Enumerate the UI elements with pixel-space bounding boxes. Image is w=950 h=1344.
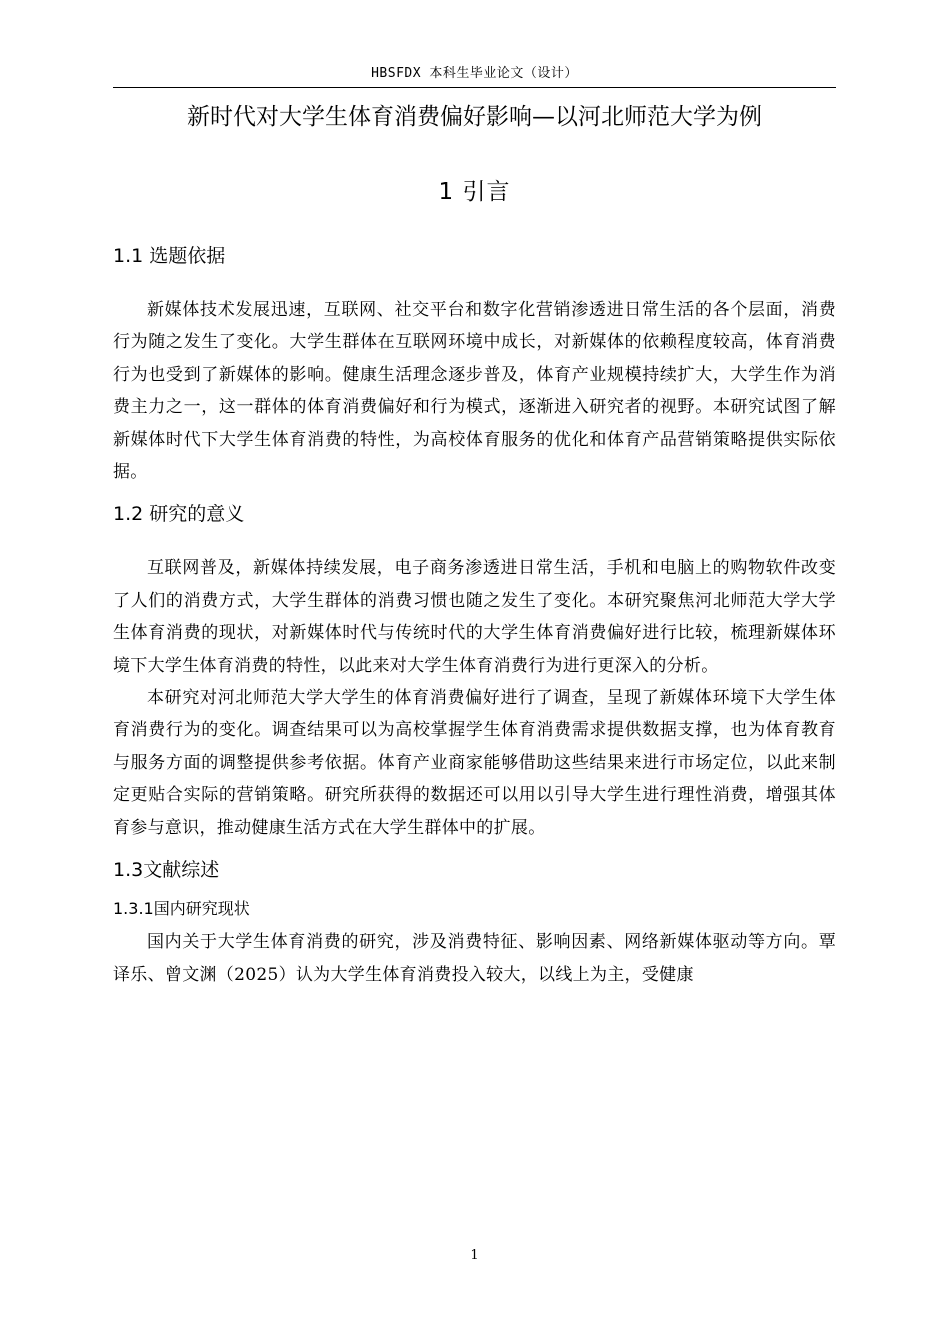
paragraph: 本研究对河北师范大学大学生的体育消费偏好进行了调查，呈现了新媒体环境下大学生体育消费行为的变化。调查结果可以为高校掌握学生体育消费需求提供数据支撑，也为体育教育与服务方面的调整提供参考依据。体育产业商家能够借助这些结果来进行市场定位，以此来制定更贴合实际的营销策略。研究所获得的数据还可以用以引导大学生进行理性消费，增强其体育参与意识，推动健康生活方式在大学生群体中的扩展。 — [113, 688, 836, 838]
section-heading-1-3: 1.3文献综述 — [113, 859, 220, 882]
chapter-heading: 1 引言 — [438, 179, 511, 205]
paragraph: 互联网普及，新媒体持续发展，电子商务渗透进日常生活，手机和电脑上的购物软件改变了人们的消费方式，大学生群体的消费习惯也随之发生了变化。本研究聚焦河北师范大学大学生体育消费的现状，对新媒体时代与传统时代的大学生体育消费偏好进行比较，梳理新媒体环境下大学生体育消费的特性，以此来对大学生体育消费行为进行更深入的分析。 — [113, 558, 836, 676]
document-title: 新时代对大学生体育消费偏好影响—以河北师范大学为例 — [187, 104, 762, 130]
page-number: 1 — [470, 1248, 479, 1263]
page-header: HBSFDX 本科生毕业论文（设计） — [113, 64, 836, 88]
paragraph: 新媒体技术发展迅速，互联网、社交平台和数字化营销渗透进日常生活的各个层面，消费行为随之发生了变化。大学生群体在互联网环境中成长，对新媒体的依赖程度较高，体育消费行为也受到了新媒体的影响。健康生活理念逐步普及，体育产业规模持续扩大，大学生作为消费主力之一，这一群体的体育消费偏好和行为模式，逐渐进入研究者的视野。本研究试图了解新媒体时代下大学生体育消费的特性，为高校体育服务的优化和体育产品营销策略提供实际依据。 — [113, 300, 836, 483]
subsection-heading-1-3-1: 1.3.1国内研究现状 — [113, 899, 250, 919]
section-heading-1-2: 1.2 研究的意义 — [113, 503, 245, 526]
body-content — [113, 238, 836, 991]
paragraph: 国内关于大学生体育消费的研究，涉及消费特征、影响因素、网络新媒体驱动等方向。覃译乐、曾文渊（2025）认为大学生体育消费投入较大，以线上为主，受健康 — [113, 932, 836, 985]
section-heading-1-1: 1.1 选题依据 — [113, 245, 226, 267]
